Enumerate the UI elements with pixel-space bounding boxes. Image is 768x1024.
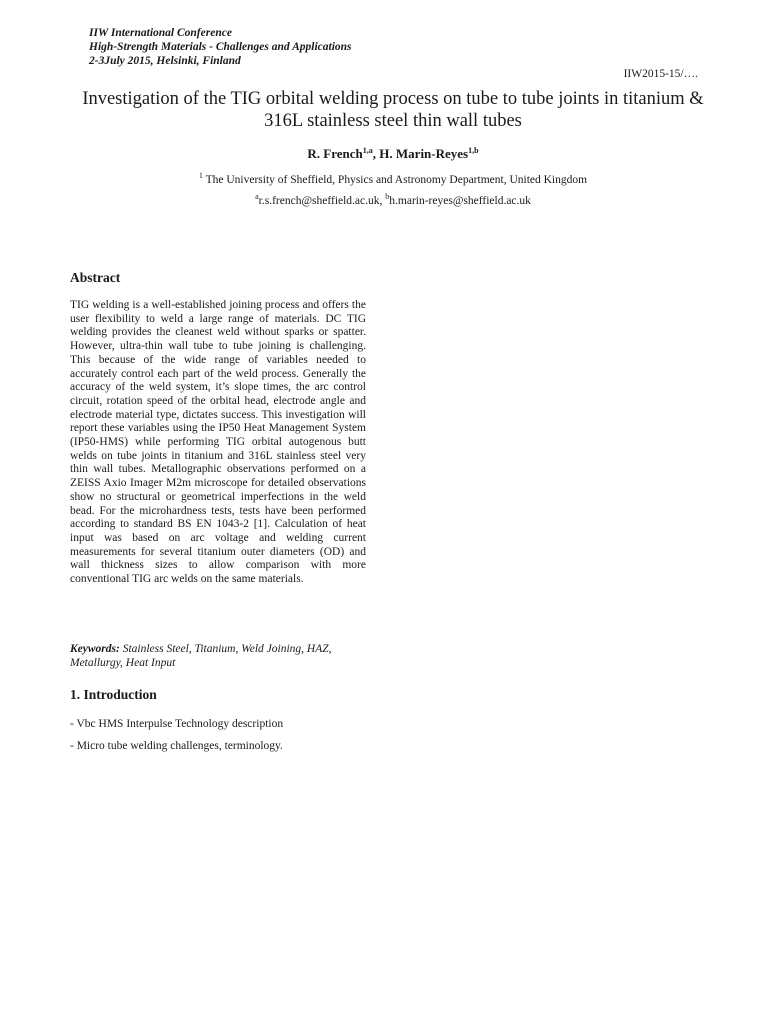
author-affiliation-marker: 1,a: [362, 146, 373, 155]
keywords-text: Stainless Steel, Titanium, Weld Joining, HAZ, Metallurgy, Heat Input: [70, 643, 332, 669]
paper-title: Investigation of the TIG orbital welding process on tube to tube joints in titanium & 316L stainless steel thin wall tubes: [82, 89, 704, 131]
conference-date-location: 2-3July 2015, Helsinki, Finland: [89, 55, 241, 67]
email-marker: a: [255, 192, 259, 201]
author-name: H. Marin-Reyes: [379, 146, 469, 161]
introduction-list-item: - Micro tube welding challenges, terminology.: [70, 740, 283, 752]
keywords-label: Keywords:: [70, 643, 120, 655]
email-link[interactable]: r.s.french@sheffield.ac.uk: [258, 195, 380, 207]
conference-theme: High-Strength Materials - Challenges and Applications: [89, 41, 352, 53]
keywords: [70, 643, 366, 670]
email-marker: b: [385, 192, 390, 201]
author-affiliation-marker: 1,b: [468, 146, 479, 155]
abstract-body: TIG welding is a well-established joining process and offers the user flexibility to weld a large range of materials. DC TIG welding provides the cleanest weld without sparks or spatter. However, ultra-thin wall tube to tube joining is challenging. This because of the wide range of variables needed to accurately control each part of the weld process. Generally the accuracy of the weld system, it’s slope times, the arc control circuit, rotation speed of the orbital head, electrode angle and electrode material type, dictates success. This investigation will report these variables using the IP50 Heat Management System (IP50-HMS) while performing TIG orbital autogenous butt welds on tube joints in titanium and 316L stainless steel very thin wall tubes. Metallographic observations performed on a ZEISS Axio Imager M2m microscope for detailed observations show no structural or geometrical imperfections in the weld bead. For the microhardness tests, tests have been performed according to standard BS EN 1043-2 [1]. Calculation of heat input was based on arc voltage and welding current measurements for several titanium outer diameters (OD) and wall thickness sizes to allow comparison with more conventional TIG arc welds on the same materials.: [70, 299, 366, 586]
introduction-list-item: - Vbc HMS Interpulse Technology description: [70, 718, 284, 730]
conference-name: IIW International Conference: [89, 27, 232, 39]
affiliation: [0, 171, 768, 186]
conference-header: [89, 26, 352, 68]
introduction-heading: 1. Introduction: [70, 687, 157, 702]
affiliation-text: The University of Sheffield, Physics and Astronomy Department, United Kingdom: [202, 174, 588, 186]
abstract-heading: Abstract: [70, 270, 121, 285]
email-link[interactable]: h.marin-reyes@sheffield.ac.uk: [389, 195, 531, 207]
author-list: [0, 146, 768, 162]
author-name: R. French: [307, 146, 363, 161]
affiliation-marker: 1: [198, 171, 203, 180]
author-separator: ,: [372, 146, 380, 161]
author-emails: [0, 192, 768, 207]
paper-id: IIW2015-15/….: [623, 68, 698, 80]
email-separator: ,: [379, 195, 386, 207]
